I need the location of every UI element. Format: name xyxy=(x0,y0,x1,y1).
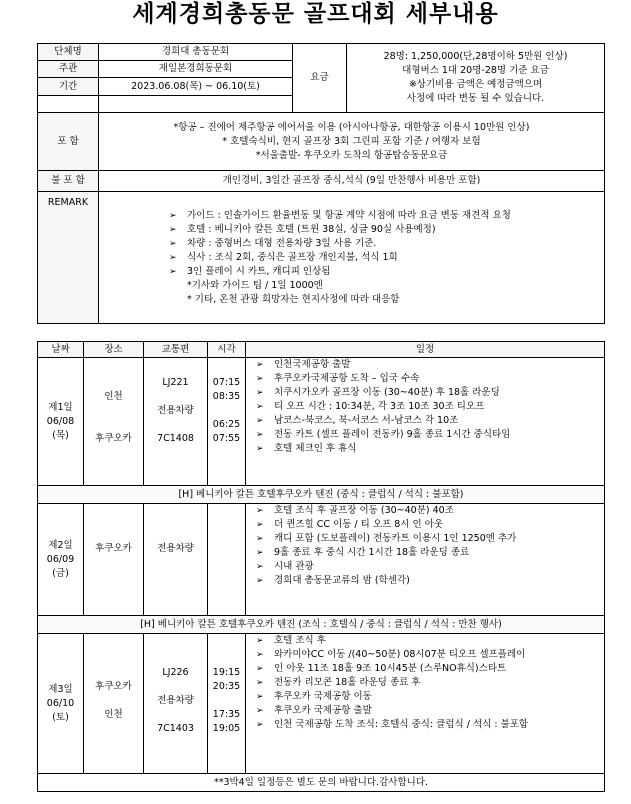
time-line xyxy=(208,694,245,708)
transport-line xyxy=(144,390,207,404)
include-line: * 호텔숙식비, 현지 골프장 3회 그린피 포함 기준 / 여행자 보험 xyxy=(222,135,481,147)
date-line: 06/08 xyxy=(46,415,75,427)
itinerary-item: ➢ 후쿠오카 국제공항 이동 xyxy=(256,690,604,704)
organizer-value: 경희대 총동문회 xyxy=(99,44,293,61)
exclude-value: 개인경비, 3일간 골프장 중식,석식 (9일 만찬행사 비용만 포함) xyxy=(99,171,605,192)
fee-label: 요금 xyxy=(293,44,347,113)
header-itinerary: 일정 xyxy=(246,342,605,358)
place-line xyxy=(84,404,143,418)
time-line: 06:25 xyxy=(212,419,241,430)
place-line xyxy=(84,722,143,736)
fee-line: 사정에 따라 변동 될 수 있습니다. xyxy=(406,93,545,104)
itinerary-item: ➢ 호텔 체크인 후 휴식 xyxy=(256,442,604,456)
page-title: 세계경희총동문 골프대회 세부내용 xyxy=(132,1,499,27)
transport-line: 전용차량 xyxy=(157,695,194,706)
day2-transport: 전용차량 xyxy=(144,504,208,616)
place-line xyxy=(84,362,143,376)
fee-line: 대형버스 1대 20명-28명 기준 요금 xyxy=(402,65,549,76)
transport-line: 전용차량 xyxy=(157,405,194,416)
host-value: 재일본경희동문회 xyxy=(99,61,293,78)
remark-list xyxy=(99,192,605,324)
transport-line xyxy=(144,418,207,432)
info-table xyxy=(37,43,605,324)
transport-line xyxy=(144,446,207,460)
transport-line xyxy=(144,638,207,652)
day2-itinerary xyxy=(246,504,605,616)
header-place: 장소 xyxy=(84,342,144,358)
place-line xyxy=(84,652,143,666)
day3-place xyxy=(84,634,144,774)
remark-item: ➢ 식사 : 조식 2회, 중식은 골프장 개인지불, 석식 1회 xyxy=(169,251,604,265)
time-line: 07:55 xyxy=(212,433,241,444)
itinerary-item: ➢ 캐디 포함 (도보플레이) 전동카트 이용시 1인 1250엔 추가 xyxy=(256,532,604,546)
itinerary-item: ➢ 호텔 조식 후 xyxy=(256,634,604,648)
day3-date xyxy=(38,634,84,774)
include-line: *항공 – 진에어 제주항공 에어서울 이용 (아시아나항공, 대한항공 이용시 10만원 인상) xyxy=(173,121,530,133)
itinerary-item: ➢ 인천국제공항 출발 xyxy=(256,358,604,372)
itinerary-item: ➢ 와카미야CC 이동 /(40~50분) 08시07분 티오프 셀프플레이 xyxy=(256,648,604,662)
transport-line: LJ221 xyxy=(162,377,189,388)
header-date: 날짜 xyxy=(38,342,84,358)
place-line xyxy=(84,638,143,652)
day2-hotel: [H] 베니키아 칼튼 호텔후쿠오카 텐진 (조식 : 호텔식 / 중식 : 클럽식 / 석식 : 만찬 행사) xyxy=(38,616,605,634)
day1-hotel: [H] 베니키아 칼튼 호텔후쿠오카 텐진 (중식 : 클럽식 / 석식 : 불포함) xyxy=(38,486,605,504)
itinerary-item: ➢ 치쿠시가오카 골프장 이동 (30~40분) 후 18홀 라운딩 xyxy=(256,386,604,400)
date-line: 제3일 xyxy=(48,683,73,695)
remark-label: REMARK xyxy=(38,192,99,324)
time-line: 08:35 xyxy=(212,391,241,402)
date-line: 제1일 xyxy=(48,401,73,413)
time-line xyxy=(208,362,245,376)
itinerary-item: ➢ 전동 카트 (셀프 플레이 전동카) 9홀 종료 1시간 중식타임 xyxy=(256,428,604,442)
time-line: 07:15 xyxy=(212,377,241,388)
itinerary-item: ➢ 더 퀸즈힐 CC 이동 / 티 오프 8시 인 아웃 xyxy=(256,518,604,532)
time-line xyxy=(208,638,245,652)
day2-time xyxy=(208,504,246,616)
itinerary-item: ➢ 9홀 종료 후 중식 시간 1시간 18홀 라운딩 종료 xyxy=(256,546,604,560)
header-transport: 교통편 xyxy=(144,342,208,358)
itinerary-item: ➢ 인천 국제공항 도착 조식: 호텔식 중식: 클럽식 / 석식 : 불포함 xyxy=(256,718,604,732)
day1-date xyxy=(38,358,84,486)
place-line xyxy=(84,418,143,432)
place-line xyxy=(84,694,143,708)
time-line: 19:05 xyxy=(212,723,241,734)
date-line: 06/10 xyxy=(46,697,75,709)
place-line: 후쿠오카 xyxy=(95,433,132,444)
transport-line xyxy=(144,708,207,722)
day3-itinerary xyxy=(246,634,605,774)
fee-value xyxy=(347,44,605,113)
itinerary-item: ➢ 후쿠오카국제공항 도착 – 입국 수속 xyxy=(256,372,604,386)
time-line xyxy=(208,446,245,460)
include-value xyxy=(99,113,605,171)
day1-time xyxy=(208,358,246,486)
date-line: 제2일 xyxy=(48,539,73,551)
place-line: 인천 xyxy=(104,709,123,720)
transport-line: 7C1408 xyxy=(157,433,194,444)
time-line: 19:15 xyxy=(212,667,241,678)
day3-time xyxy=(208,634,246,774)
itinerary-item: ➢ 후쿠오카 국제공항 출발 xyxy=(256,704,604,718)
schedule-footer: **3박4일 일정등은 별도 문의 바랍니다.감사합니다. xyxy=(38,774,605,792)
itinerary-item: ➢ 티 오프 시간 : 10:34분, 각 3조 10조 30조 티오프 xyxy=(256,400,604,414)
itinerary-item: ➢ 시내 관광 xyxy=(256,560,604,574)
transport-line xyxy=(144,680,207,694)
remark-item: ➢ 3인 플레이 시 카트, 캐디피 인상됨 xyxy=(169,265,604,279)
itinerary-item: ➢ 경희대 총동문교류의 밤 (학센각) xyxy=(256,574,604,588)
itinerary-item: ➢ 인 아웃 11조 18홀 9조 10시45분 (스루NO휴식)스타트 xyxy=(256,662,604,676)
include-label: 포 함 xyxy=(38,113,99,171)
date-line: 06/09 xyxy=(46,553,75,565)
remark-item: ➢ 차량 : 중형버스 대형 전용차량 3일 사용 기준. xyxy=(169,237,604,251)
itinerary-item: ➢ 전동카 리모콘 18홀 라운딩 종료 후 xyxy=(256,676,604,690)
fee-line: 28명: 1,250,000(단,28명이하 5만원 인상) xyxy=(383,51,568,62)
period-label: 기간 xyxy=(38,78,99,96)
date-line: (목) xyxy=(52,429,69,441)
organizer-label: 단체명 xyxy=(38,44,99,61)
remark-note: * 기타, 온천 관광 희망자는 현지사정에 따라 대응함 xyxy=(187,293,400,305)
remark-item: ➢ 가이드 : 인솔가이드 환율변동 및 항공 계약 시점에 따라 요금 변동 재견적 요청 xyxy=(169,209,604,223)
time-line xyxy=(208,404,245,418)
transport-line: 7C1403 xyxy=(157,723,194,734)
transport-line: LJ226 xyxy=(162,667,189,678)
itinerary-item: ➢ 남코스-북코스, 북-서코스 서-남코스 각 10조 xyxy=(256,414,604,428)
day1-transport xyxy=(144,358,208,486)
day3-transport xyxy=(144,634,208,774)
schedule-table xyxy=(37,341,605,792)
itinerary-item: ➢ 호텔 조식 후 골프장 이동 (30~40분) 40조 xyxy=(256,504,604,518)
day2-place: 후쿠오카 xyxy=(84,504,144,616)
day1-itinerary xyxy=(246,358,605,486)
remark-item: ➢ 호텔 : 베니키아 칼튼 호텔 (트윈 38실, 싱글 90실 사용예정) xyxy=(169,223,604,237)
header-time: 시각 xyxy=(208,342,246,358)
include-line: *서울출발- 후쿠오카 도착의 항공탑승동문요금 xyxy=(255,149,448,161)
transport-line xyxy=(144,362,207,376)
date-line: (금) xyxy=(52,567,69,579)
time-line xyxy=(208,652,245,666)
day2-date xyxy=(38,504,84,616)
place-line: 인천 xyxy=(104,391,123,402)
time-line: 20:35 xyxy=(212,681,241,692)
date-line: (토) xyxy=(52,711,69,723)
place-line xyxy=(84,376,143,390)
place-line xyxy=(84,446,143,460)
exclude-label: 불 포 함 xyxy=(38,171,99,192)
day1-place xyxy=(84,358,144,486)
place-line xyxy=(84,666,143,680)
time-line: 17:35 xyxy=(212,709,241,720)
period-value: 2023.06.08(목) ~ 06.10(토) xyxy=(99,78,293,96)
fee-line: ※상기비용 금액은 예정금액으며 xyxy=(408,79,543,90)
host-label: 주관 xyxy=(38,61,99,78)
remark-note: *기사와 가이드 팁 / 1일 1000엔 xyxy=(187,279,323,291)
transport-line xyxy=(144,652,207,666)
place-line: 후쿠오카 xyxy=(95,681,132,692)
